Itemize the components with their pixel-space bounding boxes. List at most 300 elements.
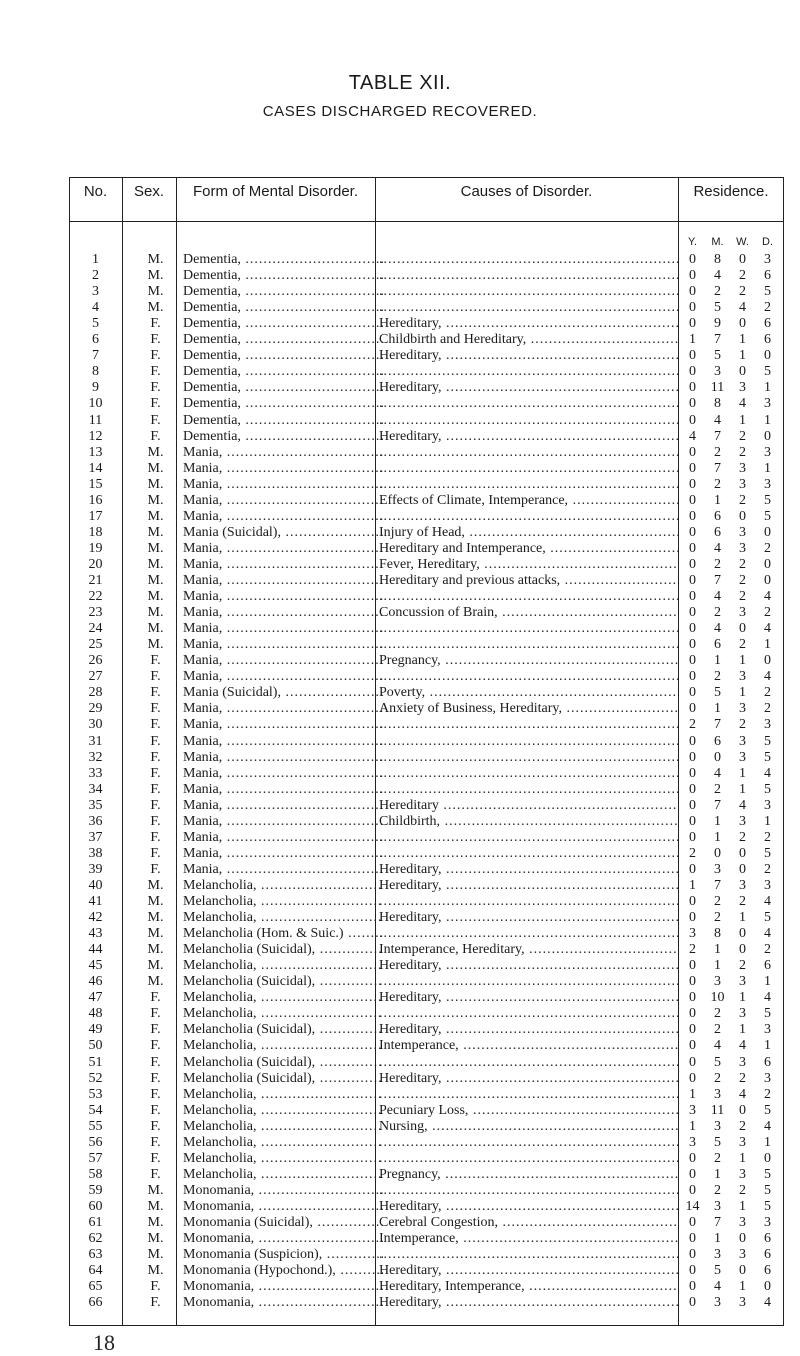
cause-cell (379, 669, 679, 685)
cause-cell (379, 1231, 679, 1247)
disorder-form-text: Melancholia (Hom. & Suic.) (183, 926, 344, 942)
residence-years: 0 (689, 316, 696, 332)
residence-days: 6 (764, 1263, 771, 1279)
residence-months: 1 (714, 492, 721, 508)
table-row (69, 413, 784, 429)
sex-cell: F. (150, 428, 161, 444)
residence-years: 0 (689, 268, 696, 284)
cause-cell (379, 782, 679, 798)
residence-months: 3 (714, 861, 721, 877)
residence-cell (680, 926, 784, 942)
residence-days: 3 (764, 877, 771, 893)
cause-cell (379, 830, 679, 846)
case-number: 58 (88, 1166, 103, 1182)
residence-cell (680, 878, 784, 894)
sex-cell: F. (150, 1295, 161, 1311)
disorder-form-text: Melancholia, (183, 1006, 257, 1022)
residence-months: 6 (714, 637, 721, 653)
residence-years: 4 (689, 428, 696, 444)
case-number: 12 (88, 428, 103, 444)
cause-text: Hereditary and previous attacks, (379, 573, 561, 588)
residence-cell (680, 396, 784, 412)
residence-weeks: 2 (739, 1070, 746, 1086)
sex-cell: M. (147, 958, 164, 974)
disorder-form (183, 348, 383, 364)
sex-cell: M. (147, 556, 164, 572)
residence-weeks: 1 (739, 1279, 746, 1295)
residence-days: 3 (764, 444, 771, 460)
residence-weeks: 4 (739, 300, 746, 316)
table-row (69, 300, 784, 316)
case-number: 56 (88, 1134, 103, 1150)
cause-cell (379, 268, 679, 284)
residence-days: 5 (764, 1198, 771, 1214)
residence-weeks: 2 (739, 573, 746, 588)
unit-weeks: W. (736, 236, 749, 248)
sex-cell: F. (150, 861, 161, 877)
residence-weeks: 3 (739, 974, 746, 990)
residence-cell (680, 1071, 784, 1087)
case-number: 53 (88, 1086, 103, 1102)
disorder-form-text: Melancholia (Suicidal), (183, 942, 316, 958)
case-number: 39 (88, 861, 103, 877)
residence-years: 0 (689, 797, 696, 813)
disorder-form-text: Melancholia, (183, 910, 257, 926)
disorder-form (183, 653, 383, 669)
residence-cell (680, 316, 784, 332)
table-row (69, 1087, 784, 1103)
residence-days: 6 (764, 1231, 771, 1247)
sex-cell: F. (150, 829, 161, 845)
sex-cell: F. (150, 845, 161, 861)
residence-years: 0 (689, 910, 696, 926)
disorder-form-text: Mania, (183, 444, 223, 460)
disorder-form-text: Dementia, (183, 252, 241, 267)
residence-days: 2 (764, 1086, 771, 1102)
sex-cell: F. (150, 332, 161, 348)
residence-cell (680, 1006, 784, 1022)
sex-cell: M. (147, 540, 164, 556)
disorder-form (183, 1055, 383, 1071)
residence-days: 5 (764, 492, 771, 508)
case-number: 59 (88, 1182, 103, 1198)
residence-weeks: 3 (739, 1134, 746, 1150)
residence-years: 0 (689, 829, 696, 845)
disorder-form (183, 814, 383, 830)
cause-text: Hereditary, (379, 990, 442, 1006)
case-number: 43 (88, 926, 103, 942)
case-number: 14 (88, 460, 103, 476)
residence-cell (680, 621, 784, 637)
sex-cell: M. (147, 300, 164, 316)
residence-cell (680, 364, 784, 380)
case-number: 50 (88, 1038, 103, 1054)
residence-years: 0 (689, 252, 696, 267)
residence-cell (680, 413, 784, 429)
disorder-form (183, 557, 383, 573)
residence-years: 0 (689, 1038, 696, 1054)
cause-cell (379, 942, 679, 958)
sex-cell: F. (150, 653, 161, 669)
case-number: 11 (88, 412, 103, 428)
disorder-form-text: Monomania, (183, 1295, 255, 1311)
residence-cell (680, 332, 784, 348)
cause-cell (379, 332, 679, 348)
cause-cell (379, 573, 679, 589)
cause-text: Anxiety of Business, Hereditary, (379, 701, 562, 717)
residence-days: 2 (764, 685, 771, 701)
disorder-form-text: Mania, (183, 460, 223, 476)
cause-cell (379, 509, 679, 525)
table-row (69, 926, 784, 942)
residence-cell (680, 348, 784, 364)
residence-weeks: 2 (739, 556, 746, 572)
residence-weeks: 2 (739, 829, 746, 845)
residence-years: 0 (689, 412, 696, 428)
disorder-form-text: Dementia, (183, 396, 241, 412)
disorder-form (183, 1183, 383, 1199)
table-row (69, 862, 784, 878)
disorder-form-text: Dementia, (183, 316, 241, 332)
cause-text: Intemperance, Hereditary, (379, 942, 525, 958)
residence-days: 3 (764, 476, 771, 492)
sex-cell: F. (150, 990, 161, 1006)
sex-cell: F. (150, 1150, 161, 1166)
residence-weeks: 0 (739, 252, 746, 267)
residence-days: 3 (764, 1070, 771, 1086)
disorder-form (183, 525, 383, 541)
disorder-form (183, 878, 383, 894)
disorder-form (183, 396, 383, 412)
residence-years: 0 (689, 573, 696, 588)
residence-days: 1 (764, 460, 771, 476)
residence-days: 4 (764, 765, 771, 781)
cause-cell (379, 396, 679, 412)
case-number: 1 (92, 252, 99, 267)
residence-months: 5 (714, 1263, 721, 1279)
residence-weeks: 3 (739, 460, 746, 476)
residence-weeks: 2 (739, 284, 746, 300)
disorder-form-text: Mania, (183, 733, 223, 749)
residence-years: 14 (685, 1198, 700, 1214)
page-number: 18 (93, 1330, 115, 1355)
cause-cell (379, 653, 679, 669)
residence-weeks: 4 (739, 396, 746, 412)
residence-weeks: 2 (739, 444, 746, 460)
table-row (69, 525, 784, 541)
cause-cell (379, 493, 679, 509)
cause-cell (379, 1183, 679, 1199)
residence-weeks: 1 (739, 765, 746, 781)
disorder-form (183, 669, 383, 685)
residence-cell (680, 589, 784, 605)
cause-cell (379, 1135, 679, 1151)
residence-years: 0 (689, 1231, 696, 1247)
residence-months: 2 (714, 910, 721, 926)
disorder-form (183, 1295, 383, 1311)
disorder-form-text: Mania, (183, 573, 223, 588)
sex-cell: F. (150, 669, 161, 685)
cause-cell (379, 734, 679, 750)
sex-cell: M. (147, 637, 164, 653)
case-number: 54 (88, 1102, 103, 1118)
residence-years: 0 (689, 1247, 696, 1263)
residence-months: 4 (714, 765, 721, 781)
disorder-form (183, 509, 383, 525)
residence-years: 0 (689, 861, 696, 877)
cause-cell (379, 525, 679, 541)
sex-cell: F. (150, 396, 161, 412)
residence-weeks: 2 (739, 958, 746, 974)
table-row (69, 268, 784, 284)
residence-days: 3 (764, 1215, 771, 1230)
cause-cell (379, 798, 679, 814)
cause-cell (379, 878, 679, 894)
table-row (69, 1055, 784, 1071)
table-row (69, 1071, 784, 1087)
residence-months: 1 (714, 813, 721, 829)
disorder-form-text: Monomania, (183, 1279, 255, 1295)
residence-cell (680, 284, 784, 300)
sex-cell: M. (147, 621, 164, 637)
residence-days: 1 (764, 637, 771, 653)
cause-text: Concussion of Brain, (379, 605, 498, 621)
residence-months: 1 (714, 829, 721, 845)
case-number: 24 (88, 621, 103, 637)
disorder-form-text: Dementia, (183, 300, 241, 316)
residence-cell (680, 1183, 784, 1199)
residence-cell (680, 1231, 784, 1247)
residence-cell (680, 300, 784, 316)
table-row (69, 1151, 784, 1167)
disorder-form (183, 926, 383, 942)
residence-years: 0 (689, 685, 696, 701)
cause-cell (379, 605, 679, 621)
disorder-form (183, 717, 383, 733)
table-row (69, 1295, 784, 1311)
cause-cell (379, 717, 679, 733)
sex-cell: M. (147, 605, 164, 621)
sex-cell: F. (150, 1279, 161, 1295)
residence-weeks: 3 (739, 1054, 746, 1070)
residence-years: 1 (689, 877, 696, 893)
case-number: 33 (88, 765, 103, 781)
cause-text: Fever, Hereditary, (379, 556, 480, 572)
residence-months: 6 (714, 733, 721, 749)
residence-months: 7 (714, 797, 721, 813)
cause-cell (379, 637, 679, 653)
cause-cell (379, 926, 679, 942)
residence-months: 2 (714, 1006, 721, 1022)
residence-months: 6 (714, 524, 721, 540)
residence-cell (680, 268, 784, 284)
sex-cell: M. (147, 508, 164, 524)
table-row (69, 573, 784, 589)
residence-weeks: 3 (739, 1006, 746, 1022)
table-row (69, 380, 784, 396)
table-row (69, 1119, 784, 1135)
disorder-form (183, 1038, 383, 1054)
disorder-form-text: Melancholia, (183, 894, 257, 909)
residence-months: 8 (714, 396, 721, 412)
disorder-form (183, 942, 383, 958)
case-number: 20 (88, 556, 103, 572)
table-row (69, 846, 784, 862)
residence-weeks: 1 (739, 348, 746, 364)
sex-cell: M. (147, 877, 164, 893)
residence-weeks: 1 (739, 653, 746, 669)
case-number: 46 (88, 974, 103, 990)
table-row (69, 396, 784, 412)
residence-weeks: 3 (739, 749, 746, 765)
residence-months: 1 (714, 958, 721, 974)
residence-days: 1 (764, 380, 771, 396)
case-number: 64 (88, 1263, 103, 1279)
disorder-form (183, 364, 383, 380)
residence-days: 5 (764, 845, 771, 861)
residence-months: 4 (714, 621, 721, 637)
disorder-form (183, 894, 383, 910)
sex-cell: M. (147, 589, 164, 605)
cause-text: Pregnancy, (379, 653, 441, 669)
residence-cell (680, 798, 784, 814)
table-row (69, 942, 784, 958)
residence-months: 2 (714, 284, 721, 300)
case-number: 31 (88, 733, 103, 749)
residence-years: 0 (689, 556, 696, 572)
case-number: 40 (88, 877, 103, 893)
residence-weeks: 4 (739, 1086, 746, 1102)
sex-cell: M. (147, 942, 164, 958)
residence-months: 2 (714, 1070, 721, 1086)
sex-cell: M. (147, 926, 164, 942)
sex-cell: M. (147, 573, 164, 588)
residence-years: 0 (689, 300, 696, 316)
disorder-form (183, 429, 383, 445)
residence-weeks: 3 (739, 380, 746, 396)
case-number: 17 (88, 508, 103, 524)
residence-weeks: 0 (739, 845, 746, 861)
disorder-form-text: Dementia, (183, 412, 241, 428)
residence-months: 4 (714, 412, 721, 428)
disorder-form-text: Mania, (183, 797, 223, 813)
table-row (69, 429, 784, 445)
residence-cell (680, 509, 784, 525)
table-row (69, 477, 784, 493)
sex-cell: F. (150, 797, 161, 813)
residence-cell (680, 750, 784, 766)
sex-cell: F. (150, 316, 161, 332)
sex-cell: F. (150, 1134, 161, 1150)
cause-cell (379, 1199, 679, 1215)
residence-months: 5 (714, 300, 721, 316)
residence-cell (680, 557, 784, 573)
residence-cell (680, 1295, 784, 1311)
disorder-form-text: Mania, (183, 556, 223, 572)
cause-text: Intemperance, (379, 1038, 459, 1054)
disorder-form-text: Mania, (183, 861, 223, 877)
table-row (69, 445, 784, 461)
disorder-form (183, 1022, 383, 1038)
residence-months: 3 (714, 1198, 721, 1214)
disorder-form (183, 605, 383, 621)
residence-days: 2 (764, 605, 771, 621)
disorder-form (183, 477, 383, 493)
residence-months: 11 (710, 1102, 725, 1118)
disorder-form (183, 1215, 383, 1231)
cause-cell (379, 1006, 679, 1022)
residence-months: 3 (714, 1247, 721, 1263)
cause-cell (379, 380, 679, 396)
disorder-form (183, 974, 383, 990)
case-number: 38 (88, 845, 103, 861)
residence-days: 5 (764, 781, 771, 797)
residence-days: 0 (764, 1279, 771, 1295)
residence-days: 1 (764, 1134, 771, 1150)
residence-months: 2 (714, 476, 721, 492)
disorder-form-text: Mania, (183, 653, 223, 669)
residence-weeks: 1 (739, 990, 746, 1006)
disorder-form-text: Melancholia (Suicidal), (183, 974, 316, 990)
residence-years: 0 (689, 444, 696, 460)
residence-days: 5 (764, 364, 771, 380)
disorder-form-text: Melancholia, (183, 1166, 257, 1182)
cause-cell (379, 990, 679, 1006)
cause-cell (379, 1055, 679, 1071)
cause-cell (379, 445, 679, 461)
residence-weeks: 0 (739, 1231, 746, 1247)
cause-text: Pregnancy, (379, 1166, 441, 1182)
residence-months: 7 (714, 332, 721, 348)
disorder-form-text: Melancholia, (183, 1038, 257, 1054)
table-row (69, 910, 784, 926)
sex-cell: F. (150, 1166, 161, 1182)
case-number: 42 (88, 910, 103, 926)
residence-cell (680, 573, 784, 589)
residence-days: 3 (764, 1022, 771, 1038)
residence-days: 5 (764, 1006, 771, 1022)
residence-months: 2 (714, 1022, 721, 1038)
residence-cell (680, 814, 784, 830)
case-number: 25 (88, 637, 103, 653)
cause-cell (379, 429, 679, 445)
case-number: 10 (88, 396, 103, 412)
disorder-form (183, 750, 383, 766)
disorder-form-text: Mania, (183, 621, 223, 637)
residence-months: 3 (714, 364, 721, 380)
residence-years: 1 (689, 1086, 696, 1102)
cause-text: Hereditary, (379, 1263, 442, 1279)
cause-text: Hereditary, (379, 958, 442, 974)
disorder-form-text: Dementia, (183, 284, 241, 300)
cause-text: Cerebral Congestion, (379, 1215, 498, 1230)
sex-cell: F. (150, 1022, 161, 1038)
disorder-form-text: Mania, (183, 781, 223, 797)
residence-weeks: 3 (739, 524, 746, 540)
residence-years: 3 (689, 926, 696, 942)
disorder-form-text: Mania, (183, 717, 223, 733)
table-row (69, 589, 784, 605)
sex-cell: M. (147, 1231, 164, 1247)
disorder-form (183, 1103, 383, 1119)
cause-text: Hereditary (379, 797, 439, 813)
residence-cell (680, 252, 784, 268)
table-row (69, 509, 784, 525)
disorder-form (183, 461, 383, 477)
case-number: 2 (92, 268, 99, 284)
sex-cell: F. (150, 1006, 161, 1022)
cause-text: Hereditary, (379, 1022, 442, 1038)
